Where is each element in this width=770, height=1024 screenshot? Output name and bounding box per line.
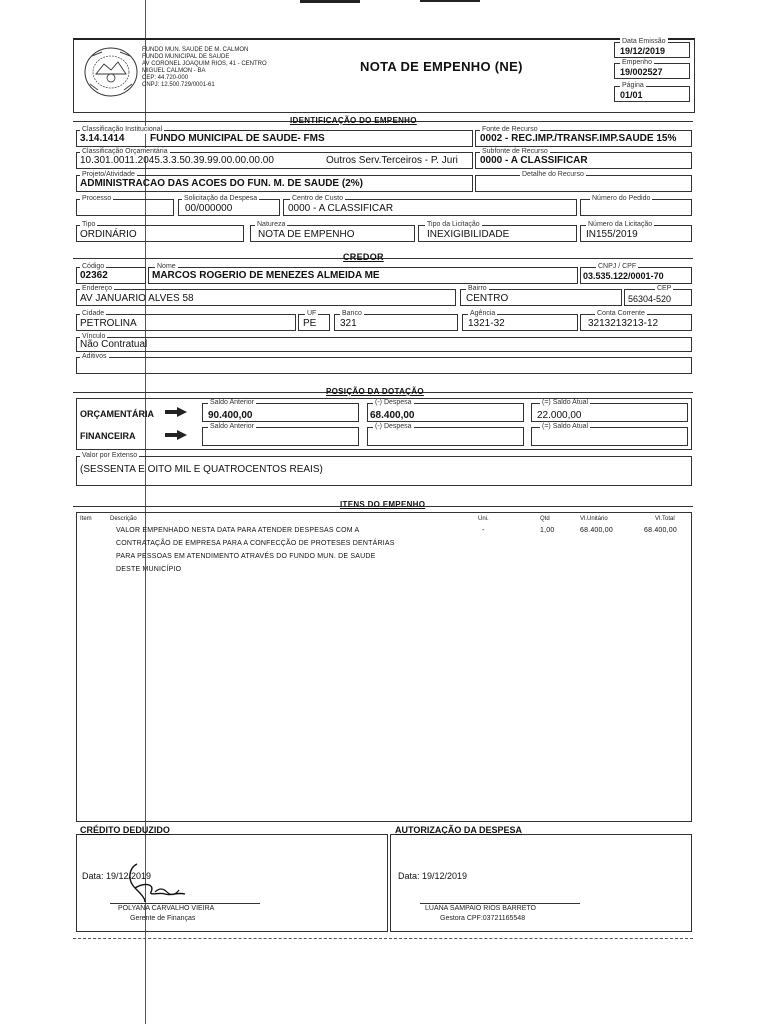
item-qtd: 1,00: [540, 527, 555, 534]
autorizacao-role: Gestora CPF:03721165548: [440, 915, 526, 922]
agencia-label: Agência: [470, 310, 496, 317]
empenho-value: 19/002527: [620, 67, 663, 77]
tipo-label: Tipo: [82, 221, 96, 228]
org-line-1: FUNDO MUN. SAUDE DE M. CALMON: [142, 47, 249, 53]
cnpj-label: CNPJ / CPF: [598, 263, 637, 270]
page-value: 01/01: [620, 90, 643, 100]
financeira-row-label: FINANCEIRA: [80, 431, 136, 441]
orcamentaria-row-label: ORÇAMENTÁRIA: [80, 409, 154, 419]
nome-value: MARCOS ROGERIO DE MENEZES ALMEIDA ME: [152, 270, 380, 281]
num-licitacao-value: IN155/2019: [586, 229, 638, 240]
banco-value: 321: [340, 318, 357, 329]
signature-line: [110, 903, 260, 904]
agencia-value: 1321-32: [468, 318, 505, 329]
orcamentaria-value: 10.301.0011.2045.3.3.50.39.99.00.00.00.00: [80, 155, 274, 166]
conta-label: Conta Corrente: [597, 310, 645, 317]
bottom-rule: [73, 938, 693, 939]
dotacao-title: POSIÇÃO DA DOTAÇÃO: [326, 387, 424, 396]
cnpj-value: 03.535.122/0001-70: [583, 271, 664, 281]
org-line-4: MIGUEL CALMON - BA: [142, 68, 206, 74]
saldo-anterior-value: 90.400,00: [208, 410, 253, 421]
org-line-6: CNPJ: 12.500.729/0001-61: [142, 82, 215, 88]
fin-saldo-atual-label: (=) Saldo Atual: [542, 423, 589, 430]
item-description-line: PARA PESSOAS EM ATENDIMENTO ATRAVÉS DO FUNDO MUN. DE SAUDE: [116, 553, 376, 560]
extenso-label: Valor por Extenso: [82, 452, 138, 459]
detalhe-label: Detalhe do Recurso: [522, 171, 584, 178]
col-qtd: Qtd: [540, 516, 550, 522]
cidade-value: PETROLINA: [80, 318, 137, 329]
orcamentaria-label: Classificação Orçamentária: [82, 148, 168, 155]
col-vl-unitario: Vl.Unitário: [580, 516, 608, 522]
codigo-label: Código: [82, 263, 105, 270]
licitacao-value: INEXIGIBILIDADE: [427, 229, 510, 240]
uf-value: PE: [303, 318, 317, 329]
uf-label: UF: [307, 310, 317, 317]
subfonte-value: 0000 - A CLASSIFICAR: [480, 155, 588, 166]
pedido-label: Número do Pedido: [592, 195, 651, 202]
item-description-line: CONTRATAÇÃO DE EMPRESA PARA A CONFECÇÃO DE PROTESES DENTÁRIAS: [116, 540, 395, 547]
org-line-3: AV CORONEL JOAQUIM RIOS, 41 - CENTRO: [142, 61, 267, 67]
codigo-value: 02362: [80, 270, 108, 281]
fin-saldo-anterior-label: Saldo Anterior: [210, 423, 254, 430]
signature-image: [115, 862, 195, 904]
projeto-label: Projeto/Atividade: [82, 171, 135, 178]
projeto-value: ADMINISTRACAO DAS ACOES DO FUN. M. DE SAUDE (2%): [80, 178, 363, 189]
natureza-label: Natureza: [257, 221, 286, 228]
col-descricao: Descrição: [110, 516, 137, 522]
autorizacao-box: [390, 834, 692, 932]
autorizacao-title: AUTORIZAÇÃO DA DESPESA: [395, 825, 523, 835]
org-line-2: FUNDO MUNICIPAL DE SAUDE: [142, 54, 230, 60]
fonte-label: Fonte de Recurso: [482, 126, 538, 133]
saldo-atual-value: 22.000,00: [537, 410, 582, 421]
endereco-value: AV JANUARIO ALVES 58: [80, 293, 194, 304]
vinculo-value: Não Contratual: [80, 339, 148, 350]
extenso-value: (SESSENTA E OITO MIL E QUATROCENTOS REAIS): [80, 464, 323, 475]
tipo-value: ORDINÁRIO: [80, 229, 137, 240]
itens-title: ITENS DO EMPENHO: [340, 500, 426, 509]
cidade-label: Cidade: [82, 310, 105, 317]
credito-title: CRÉDITO DEDUZIDO: [80, 825, 170, 835]
col-item: Item: [80, 516, 92, 522]
endereco-label: Endereço: [82, 285, 112, 292]
natureza-value: NOTA DE EMPENHO: [258, 229, 355, 240]
orcamentaria-desc: Outros Serv.Terceiros - P. Juri: [326, 155, 458, 166]
despesa-label: (-) Despesa: [375, 399, 412, 406]
item-description-line: VALOR EMPENHADO NESTA DATA PARA ATENDER DESPESAS COM A: [116, 527, 360, 534]
vinculo-box: [76, 337, 692, 352]
bairro-label: Bairro: [468, 285, 487, 292]
conta-value: 3213213213-12: [588, 318, 659, 329]
num-licitacao-label: Número da Licitação: [588, 221, 653, 228]
org-line-5: CEP: 44.720-000: [142, 75, 189, 81]
fonte-value: 0002 - REC.IMP./TRANSF.IMP.SAUDE 15%: [480, 133, 677, 144]
autorizacao-date: Data: 19/12/2019: [398, 871, 468, 881]
credito-name: POLYANA CARVALHO VIEIRA: [118, 905, 215, 912]
classificacao-value: FUNDO MUNICIPAL DE SAUDE- FMS: [150, 133, 325, 144]
date-value: 19/12/2019: [620, 46, 666, 56]
cep-label: CEP: [657, 285, 672, 292]
processo-label: Processo: [82, 195, 112, 202]
autorizacao-name: LUANA SAMPAIO RIOS BARRETO: [425, 905, 536, 912]
org-address-block: [142, 47, 302, 89]
item-description-line: DESTE MUNICÍPIO: [116, 566, 182, 573]
document-title: NOTA DE EMPENHO (NE): [360, 59, 523, 74]
item-unidade: -: [482, 527, 485, 534]
empenho-label: Empenho: [622, 59, 652, 66]
col-unidade: Uni.: [478, 516, 489, 522]
aditivos-box: [76, 357, 692, 374]
item-vl-unitario: 68.400,00: [580, 527, 613, 534]
cep-value: 56304-520: [628, 294, 672, 304]
credor-title: CREDOR: [343, 252, 384, 262]
aditivos-label: Aditivos: [82, 353, 107, 360]
solicitacao-value: 00/000000: [185, 203, 233, 214]
scan-top-mark-right: [420, 0, 480, 2]
fin-despesa-label: (-) Despesa: [375, 423, 412, 430]
vinculo-label: Vínculo: [82, 333, 106, 340]
licitacao-label: Tipo da Licitação: [427, 221, 480, 228]
col-vl-total: Vl.Total: [655, 516, 675, 522]
credito-date: Data: 19/12/2019: [82, 871, 152, 881]
arrow-right-icon: [165, 407, 187, 417]
arrow-right-icon: [165, 430, 187, 440]
centro-value: 0000 - A CLASSIFICAR: [288, 203, 394, 214]
credito-role: Gerente de Finanças: [130, 915, 196, 922]
saldo-atual-label: (=) Saldo Atual: [542, 399, 589, 406]
despesa-value: 68.400,00: [370, 410, 415, 421]
classificacao-label: Classificação Institucional: [82, 126, 163, 133]
classificacao-code: 3.14.1414: [80, 133, 125, 144]
item-vl-total: 68.400,00: [644, 527, 677, 534]
scan-top-mark: [300, 0, 360, 3]
saldo-anterior-label: Saldo Anterior: [210, 399, 254, 406]
date-label: Data Emissão: [622, 38, 666, 45]
signature-line: [420, 903, 580, 904]
subfonte-label: Subfonte de Recurso: [482, 148, 548, 155]
bairro-value: CENTRO: [466, 293, 509, 304]
nome-label: Nome: [157, 263, 176, 270]
identificacao-title: IDENTIFICAÇÃO DO EMPENHO: [290, 116, 417, 125]
centro-label: Centro de Custo: [292, 195, 343, 202]
banco-label: Banco: [342, 310, 362, 317]
page-label: Página: [622, 82, 644, 89]
solicitacao-label: Solicitação da Despesa: [184, 195, 258, 202]
municipal-seal-logo: [82, 44, 140, 100]
